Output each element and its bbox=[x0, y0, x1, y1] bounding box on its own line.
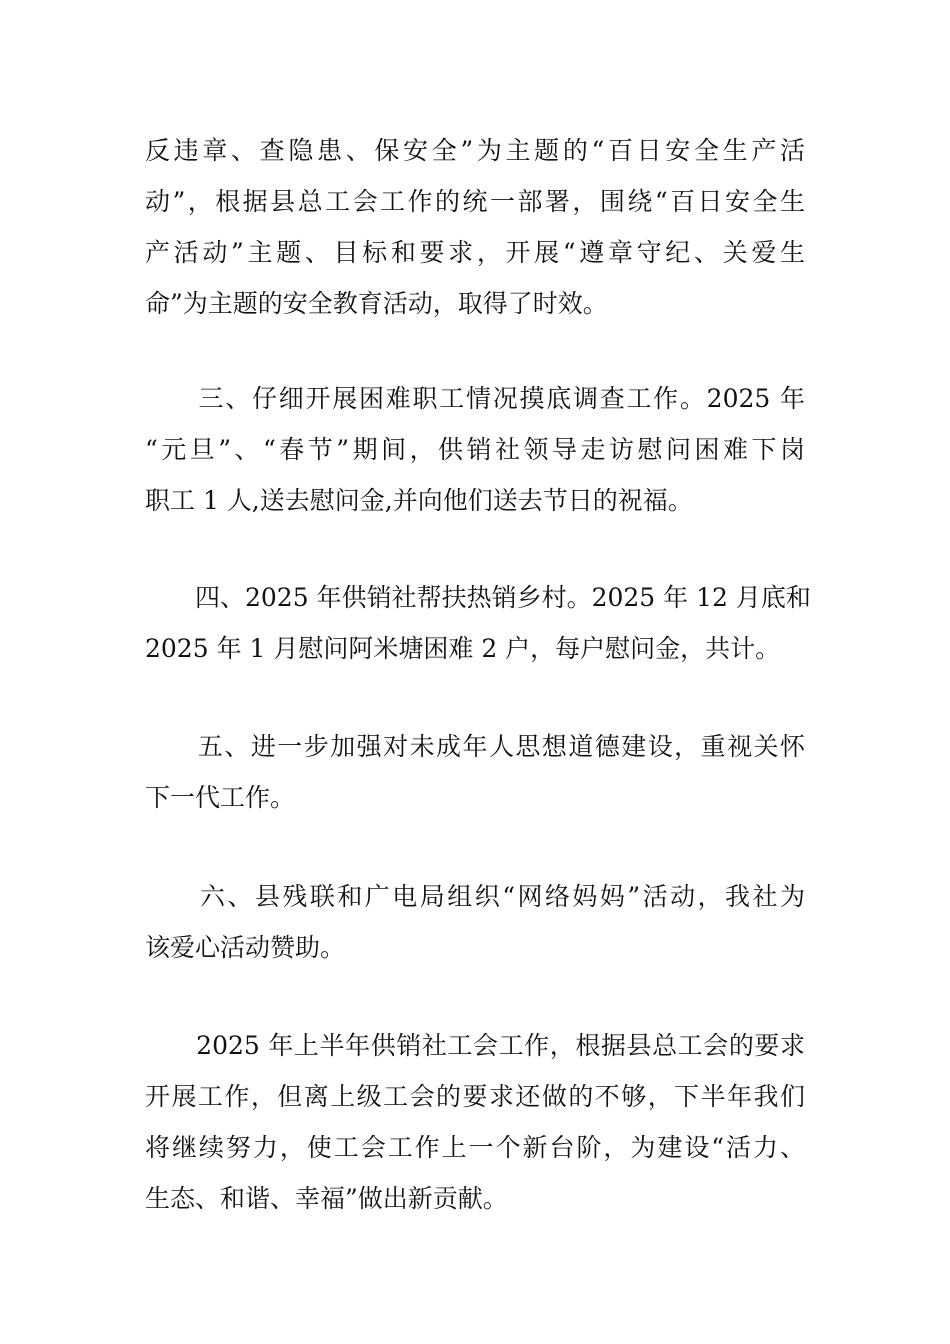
paragraph-section-four bbox=[145, 572, 811, 674]
paragraph-summary bbox=[145, 1020, 805, 1224]
text-line: 反违章、查隐患、保安全”为主题的“百日安全生产活 bbox=[145, 136, 805, 165]
text-line: 2025 年上半年供销社工会工作，根据县总工会的要求 bbox=[145, 1031, 805, 1060]
text-line: 产活动”主题、目标和要求，开展“遵章守纪、关爱生 bbox=[145, 238, 805, 267]
text-line: 生态、和谐、幸福”做出新贡献。 bbox=[145, 1184, 508, 1213]
paragraph-section-five bbox=[145, 721, 805, 823]
text-line: 开展工作，但离上级工会的要求还做的不够，下半年我们 bbox=[145, 1082, 805, 1111]
text-line: 下一代工作。 bbox=[145, 783, 296, 812]
text-line: 该爱心活动赞助。 bbox=[145, 933, 346, 962]
paragraph-section-six bbox=[145, 871, 805, 973]
text-line: 六、县残联和广电局组织“网络妈妈”活动，我社为 bbox=[145, 882, 805, 911]
text-line: “元旦”、“春节”期间，供销社领导走访慰问困难下岗 bbox=[145, 435, 805, 464]
text-line: 2025 年 1 月慰问阿米塘困难 2 户，每户慰问金，共计。 bbox=[145, 634, 781, 663]
text-line: 动”，根据县总工会工作的统一部署，围绕“百日安全生 bbox=[145, 187, 805, 216]
text-line: 职工 1 人,送去慰问金,并向他们送去节日的祝福。 bbox=[145, 486, 693, 515]
paragraph-safety-activity bbox=[145, 125, 805, 329]
text-line: 三、仔细开展困难职工情况摸底调查工作。2025 年 bbox=[145, 384, 805, 413]
text-line: 命”为主题的安全教育活动，取得了时效。 bbox=[145, 289, 608, 318]
text-line: 四、2025 年供销社帮扶热销乡村。2025 年 12 月底和 bbox=[145, 583, 811, 612]
text-line: 将继续努力，使工会工作上一个新台阶，为建设“活力、 bbox=[145, 1133, 805, 1162]
paragraph-section-three bbox=[145, 373, 805, 526]
text-line: 五、进一步加强对未成年人思想道德建设，重视关怀 bbox=[145, 732, 805, 761]
